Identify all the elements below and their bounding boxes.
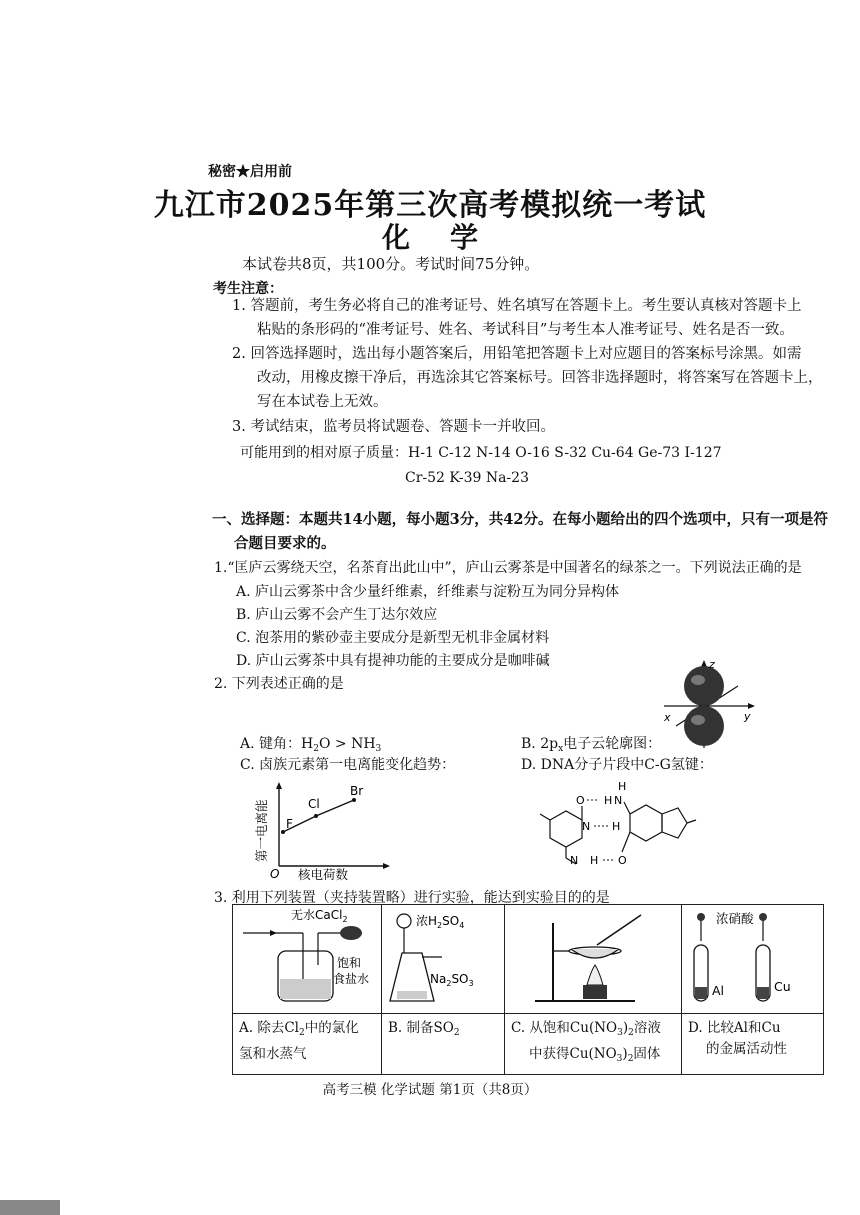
dna-atom-o2: O <box>618 854 627 867</box>
graph-xlabel: 核电荷数 <box>298 867 349 882</box>
page-footer: 高考三模 化学试题 第1页（共8页） <box>322 1082 538 1098</box>
atomic-masses-line-2: Cr-52 K-39 Na-23 <box>405 470 529 486</box>
notice-heading: 考生注意： <box>213 281 283 297</box>
q3-stem: 3. 利用下列装置（夹持装置略）进行实验，能达到实验目的的是 <box>214 890 610 906</box>
apparatus-c-caption: C. 从饱和$Cu(NO_3)_2$溶液 中获得$Cu(NO_3)_2$固体 <box>505 1014 682 1075</box>
notice-1-line-2: 粘贴的条形码的“准考证号、姓名、考试科目”与考生本人准考证号、姓名是否一致。 <box>257 322 794 338</box>
apparatus-a-caption: A. 除去$Cl_2$中的氯化 氢和水蒸气 <box>233 1014 382 1075</box>
notice-2-line-2: 改动，用橡皮擦干净后，再选涂其它答案标号。回答非选择题时，将答案写在答题卡上， <box>257 370 823 386</box>
dna-atom-n3: N <box>570 854 579 867</box>
apparatus-b-figure <box>382 905 505 1014</box>
dna-atom-h1: H <box>604 794 613 807</box>
dna-atom-o1: O <box>576 794 585 807</box>
apparatus-a-dryer-label: 无水CaCl$_2$ <box>291 908 348 924</box>
apparatus-d-caption: D. 比较Al和Cu 的金属活动性 <box>682 1014 824 1075</box>
apparatus-b-salt-label: $Na_2SO_3$ <box>430 972 474 988</box>
q1-option-d: D. 庐山云雾茶中具有提神功能的主要成分是咖啡碱 <box>236 653 550 669</box>
graph-label-cl: Cl <box>308 797 320 811</box>
apparatus-d-acid-label: 浓硝酸 <box>716 911 754 926</box>
section1-heading-line-1: 一、选择题：本题共14小题，每小题3分，共42分。在每小题给出的四个选项中，只有一项是符 <box>212 511 828 528</box>
graph-origin: O <box>270 867 280 881</box>
graph-point-f <box>281 830 285 834</box>
section1-heading-line-2: 合题目要求的。 <box>234 535 336 552</box>
exam-intro: 本试卷共8页，共100分。考试时间75分钟。 <box>242 255 540 273</box>
dna-atom-h2: H <box>618 780 627 793</box>
dna-cg-diagram <box>532 774 722 876</box>
q1-option-a: A. 庐山云雾茶中含少量纤维素，纤维素与淀粉互为同分异构体 <box>236 584 620 600</box>
notice-2-line-3: 写在本试卷上无效。 <box>257 394 388 410</box>
secret-label: 秘密★启用前 <box>208 164 292 180</box>
q2-option-d: D. DNA分子片段中C-G氢键： <box>521 757 713 773</box>
orbital-axis-y: y <box>744 710 751 723</box>
apparatus-a-brine: 食盐水 <box>333 972 370 986</box>
q1-stem: 1.“匡庐云雾绕天空，名茶育出此山中”，庐山云雾茶是中国著名的绿茶之一。下列说法正确的是 <box>214 560 802 576</box>
exam-title: 九江市2025年第三次高考模拟统一考试 <box>153 188 707 223</box>
dna-atom-n1: N <box>614 794 623 807</box>
atomic-masses-line-1: 可能用到的相对原子质量：H-1 C-12 N-14 O-16 S-32 Cu-64 Ge-73 I-127 <box>240 445 722 461</box>
apparatus-d-cu-label: Cu <box>774 979 791 994</box>
q2-option-b: B. $2p_x$电子云轮廓图： <box>521 736 662 754</box>
p-orbital-diagram <box>660 656 760 752</box>
scan-corner-mark <box>0 1200 60 1215</box>
graph-point-cl <box>314 814 318 818</box>
graph-ylabel: 第一电离能 <box>254 799 269 862</box>
q2-stem: 2. 下列表述正确的是 <box>214 676 344 692</box>
apparatus-a-saturated: 饱和 <box>337 956 362 970</box>
q1-option-b: B. 庐山云雾不会产生丁达尔效应 <box>236 607 438 623</box>
notice-3-line-1: 3. 考试结束，监考员将试题卷、答题卡一并收回。 <box>232 419 555 435</box>
dna-atom-n2: N <box>582 820 591 833</box>
graph-label-br: Br <box>350 784 364 798</box>
orbital-axis-x: x <box>664 711 671 724</box>
dna-atom-h4: H <box>590 854 599 867</box>
graph-point-br <box>352 798 356 802</box>
notice-2-line-1: 2. 回答选择题时，选出每小题答案后，用铅笔把答题卡上对应题目的答案标号涂黑。如需 <box>232 346 802 362</box>
ionization-energy-graph <box>252 780 402 884</box>
graph-label-f: F <box>286 817 293 831</box>
notice-1-line-1: 1. 答题前，考生务必将自己的准考证号、姓名填写在答题卡上。考生要认真核对答题卡上 <box>232 298 802 314</box>
apparatus-c-figure <box>505 905 682 1014</box>
q2-option-c: C. 卤族元素第一电离能变化趋势： <box>240 757 456 773</box>
apparatus-b-acid-label: 浓$H_2SO_4$ <box>416 914 465 930</box>
apparatus-b-caption: B. 制备$SO_2$ <box>382 1014 505 1075</box>
apparatus-d-figure <box>682 905 824 1014</box>
q2-option-a: A. 键角：$H_2O > NH_3$ <box>240 736 382 754</box>
subject-title: 化学 <box>381 221 518 254</box>
q1-option-c: C. 泡茶用的紫砂壶主要成分是新型无机非金属材料 <box>236 630 550 646</box>
dna-atom-h3: H <box>612 820 621 833</box>
apparatus-a-figure <box>233 905 382 1014</box>
q3-apparatus-table <box>232 904 824 1075</box>
apparatus-d-al-label: Al <box>712 983 725 998</box>
orbital-axis-z: z <box>709 658 715 671</box>
